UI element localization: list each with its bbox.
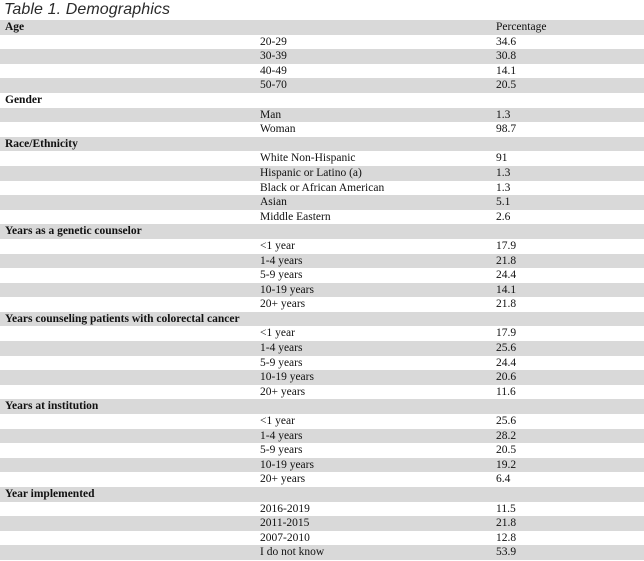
- row-label: 2007-2010: [260, 531, 310, 544]
- row-percentage: 98.7: [496, 123, 517, 136]
- row-percentage: 25.6: [496, 415, 517, 428]
- row-percentage: 1.3: [496, 166, 511, 179]
- header-value-label: Percentage: [496, 21, 547, 33]
- table-row: [0, 502, 644, 517]
- row-label: 50-70: [260, 79, 287, 92]
- section-title: Year implemented: [5, 488, 95, 500]
- table-row: [0, 370, 644, 385]
- row-label: 1-4 years: [260, 342, 303, 355]
- table-row: [0, 458, 644, 473]
- table-caption: Table 1. Demographics: [4, 1, 171, 18]
- table-row: [0, 297, 644, 312]
- row-percentage: 14.1: [496, 283, 517, 296]
- row-percentage: 6.4: [496, 473, 511, 486]
- table-row: [0, 472, 644, 487]
- section-header-row: [0, 137, 644, 152]
- row-percentage: 1.3: [496, 181, 511, 194]
- table-row: [0, 254, 644, 269]
- row-label: Hispanic or Latino (a): [260, 166, 362, 179]
- table-row: [0, 78, 644, 93]
- row-label: Asian: [260, 196, 287, 209]
- row-percentage: 20.6: [496, 371, 517, 384]
- row-label: 1-4 years: [260, 254, 303, 267]
- row-label: Black or African American: [260, 181, 385, 194]
- row-percentage: 34.6: [496, 35, 517, 48]
- row-percentage: 21.8: [496, 298, 517, 311]
- table-row: [0, 283, 644, 298]
- row-label: 5-9 years: [260, 269, 303, 282]
- table-row: [0, 531, 644, 546]
- row-label: I do not know: [260, 546, 325, 559]
- table-row: [0, 341, 644, 356]
- row-label: 5-9 years: [260, 356, 303, 369]
- row-label: 2011-2015: [260, 517, 310, 530]
- table-row: [0, 64, 644, 79]
- row-label: 10-19 years: [260, 458, 314, 471]
- table-row: [0, 239, 644, 254]
- table-row: [0, 516, 644, 531]
- row-label: 30-39: [260, 50, 287, 63]
- row-percentage: 20.5: [496, 444, 517, 457]
- section-header-row: [0, 312, 644, 327]
- row-percentage: 21.8: [496, 517, 517, 530]
- row-percentage: 91: [496, 152, 508, 165]
- row-percentage: 11.5: [496, 502, 516, 515]
- section-title: Years as a genetic counselor: [5, 225, 142, 238]
- row-label: 10-19 years: [260, 283, 314, 296]
- table-row: [0, 356, 644, 371]
- row-percentage: 1.3: [496, 108, 511, 121]
- table-row: [0, 122, 644, 137]
- row-percentage: 11.6: [496, 385, 516, 398]
- section-header-row: [0, 224, 644, 239]
- row-label: 20+ years: [260, 473, 306, 486]
- row-label: 10-19 years: [260, 371, 314, 384]
- row-label: Man: [260, 108, 282, 121]
- demographics-table: [0, 20, 644, 560]
- row-label: Middle Eastern: [260, 210, 331, 223]
- row-percentage: 17.9: [496, 239, 517, 252]
- row-percentage: 21.8: [496, 254, 517, 267]
- table-row: [0, 429, 644, 444]
- row-label: 20-29: [260, 35, 287, 48]
- table-row: [0, 166, 644, 181]
- row-percentage: 53.9: [496, 546, 517, 559]
- table-row: [0, 414, 644, 429]
- row-percentage: 20.5: [496, 79, 517, 92]
- row-percentage: 28.2: [496, 429, 517, 442]
- row-label: <1 year: [260, 327, 295, 340]
- row-percentage: 19.2: [496, 458, 517, 471]
- table-row: [0, 210, 644, 225]
- table-row: [0, 268, 644, 283]
- row-label: White Non-Hispanic: [260, 152, 356, 165]
- row-percentage: 5.1: [496, 196, 511, 209]
- row-label: Woman: [260, 123, 296, 136]
- section-title: Gender: [5, 93, 43, 106]
- section-title: Years counseling patients with colorectal cancer: [5, 312, 240, 325]
- row-percentage: 30.8: [496, 50, 517, 63]
- section-title: Race/Ethnicity: [5, 137, 78, 150]
- row-label: 20+ years: [260, 298, 306, 311]
- row-label: 40-49: [260, 64, 287, 77]
- row-label: 20+ years: [260, 385, 306, 398]
- header-category-label: Age: [5, 21, 25, 33]
- table-row: [0, 35, 644, 50]
- table-row: [0, 195, 644, 210]
- section-header-row: [0, 93, 644, 108]
- table-row: [0, 108, 644, 123]
- table-row: [0, 181, 644, 196]
- row-label: 1-4 years: [260, 429, 303, 442]
- table-row: [0, 385, 644, 400]
- row-label: 2016-2019: [260, 502, 310, 515]
- section-header-row: [0, 487, 644, 502]
- row-percentage: 2.6: [496, 210, 511, 223]
- table-row: [0, 151, 644, 166]
- row-percentage: 25.6: [496, 342, 517, 355]
- row-percentage: 24.4: [496, 269, 517, 282]
- table-row: [0, 545, 644, 560]
- row-percentage: 17.9: [496, 327, 517, 340]
- table-row: [0, 443, 644, 458]
- row-percentage: 12.8: [496, 531, 517, 544]
- section-title: Years at institution: [5, 400, 99, 413]
- row-percentage: 24.4: [496, 356, 517, 369]
- row-label: <1 year: [260, 415, 295, 428]
- table-header-row: [0, 20, 644, 35]
- section-header-row: [0, 399, 644, 414]
- row-label: <1 year: [260, 239, 295, 252]
- table-row: [0, 326, 644, 341]
- row-label: 5-9 years: [260, 444, 303, 457]
- row-percentage: 14.1: [496, 64, 517, 77]
- table-row: [0, 49, 644, 64]
